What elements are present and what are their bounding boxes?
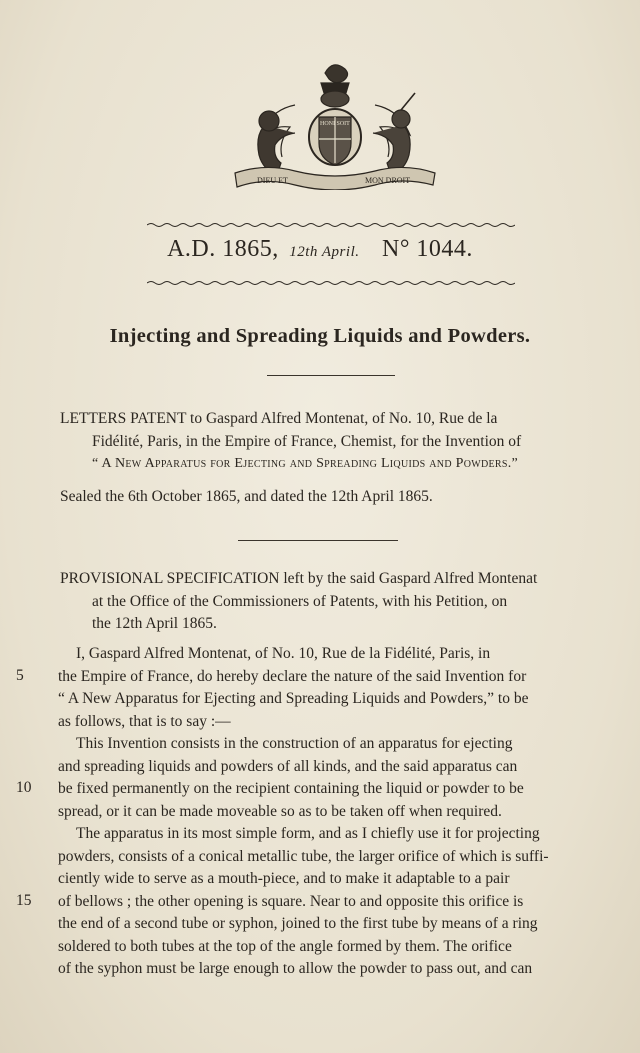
line-number: 10 <box>16 779 32 796</box>
body-line: as follows, that is to say :— <box>58 712 231 730</box>
body-line: of bellows ; the other opening is square. Near to and opposite this orifice is <box>58 892 524 910</box>
sealed-statement: Sealed the 6th October 1865, and dated the 12th April 1865. <box>60 488 433 505</box>
patent-header <box>0 236 640 263</box>
provisional-line: PROVISIONAL SPECIFICATION left by the said Gaspard Alfred Montenat <box>60 570 538 587</box>
patent-number: N° 1044. <box>381 236 473 262</box>
patent-date: 12th April. <box>289 244 360 260</box>
body-line: spread, or it can be made moveable so as to be taken off when required. <box>58 802 502 820</box>
provisional-specification-paragraph <box>60 568 620 636</box>
letters-patent-line: Fidélité, Paris, in the Empire of France, Chemist, for the Invention of <box>92 432 522 450</box>
letters-patent-line: LETTERS PATENT to Gaspard Alfred Montenat, of No. 10, Rue de la <box>60 410 498 427</box>
body-line: This Invention consists in the construction of an apparatus for ejecting <box>76 735 513 752</box>
body-line: ciently wide to serve as a mouth-piece, and to make it adaptable to a pair <box>58 870 510 887</box>
body-line: and spreading liquids and powders of all kinds, and the said apparatus can <box>58 757 518 775</box>
royal-coat-of-arms <box>225 55 440 190</box>
body-line: the end of a second tube or syphon, joined to the first tube by means of a ring <box>58 915 538 932</box>
body-line: “ A New Apparatus for Ejecting and Spreading Liquids and Powders,” to be <box>58 690 529 707</box>
provisional-line: the 12th April 1865. <box>92 615 217 632</box>
provisional-line: at the Office of the Commissioners of Patents, with his Petition, on <box>92 592 508 610</box>
divider-rule <box>267 375 395 376</box>
body-line: soldered to both tubes at the top of the angle formed by them. The orifice <box>58 937 512 955</box>
crest-garter-text: HONI SOIT <box>320 121 350 127</box>
body-line: I, Gaspard Alfred Montenat, of No. 10, Rue de la Fidélité, Paris, in <box>76 645 491 662</box>
ornamental-rule-bottom <box>147 280 515 286</box>
body-line: the Empire of France, do hereby declare the nature of the said Invention for <box>58 667 527 685</box>
body-line: be fixed permanently on the recipient containing the liquid or powder to be <box>58 780 524 797</box>
patent-year: A.D. 1865, <box>167 236 279 262</box>
ornamental-rule-top <box>147 222 515 228</box>
body-line: powders, consists of a conical metallic tube, the larger orifice of which is suffi- <box>58 847 549 865</box>
document-title: Injecting and Spreading Liquids and Powders. <box>109 325 531 347</box>
specification-body <box>58 643 624 981</box>
letters-patent-paragraph <box>60 408 620 476</box>
crest-motto-left: DIEU ET <box>257 176 288 185</box>
body-line: of the syphon must be large enough to allow the powder to pass out, and can <box>58 960 533 977</box>
letters-patent-line: “ A New Apparatus for Ejecting and Spreading Liquids and Powders.” <box>92 456 519 471</box>
line-number: 5 <box>16 667 24 684</box>
line-number: 15 <box>16 892 32 909</box>
divider-rule <box>238 540 398 541</box>
crest-motto-right: MON DROIT <box>365 176 411 185</box>
body-line: The apparatus in its most simple form, and as I chiefly use it for projecting <box>76 825 540 842</box>
